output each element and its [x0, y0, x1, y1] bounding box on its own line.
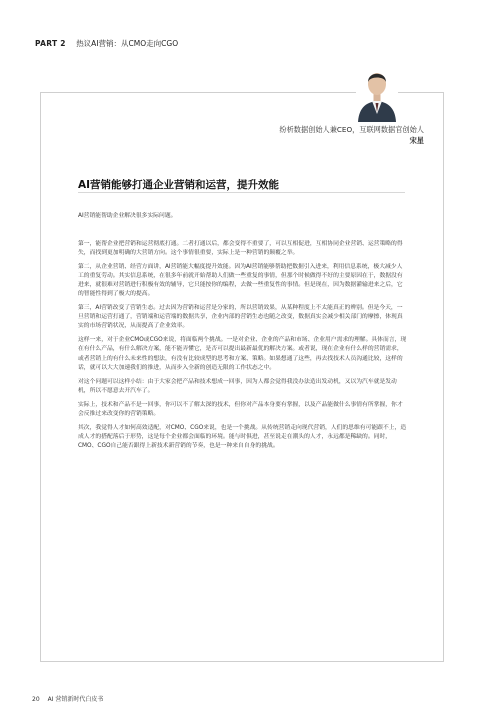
book-title: AI 营销新时代白皮书 — [47, 696, 104, 703]
author-role: 纷析数据创始人兼CEO，互联网数据官创始人 — [279, 125, 424, 134]
paragraph-3: 第三，AI营销改变了营销生态。过去因为营销和运营是分家的，所以营销效果，从某种程度上不太能真正的辨别。但是今天，一旦营销和运营打通了，营销端和运营端的数据共享，企业内部的营销生态也随之改变，数据真实会减少相关部门的摩擦，体现真实的市场营销状况，从而提高了企业效率。 — [78, 305, 403, 330]
author-name: 宋星 — [409, 135, 424, 145]
page-number: 20 — [32, 696, 40, 703]
paragraph-5: 对这个问题可以这样小结：由于大家会把产品和技术想成一回事，因为人都会觉得我没办法造出发动机，又以为汽车就是发动机，所以不愿意去开汽车了。 — [78, 378, 397, 394]
page-footer — [32, 694, 103, 703]
paragraph-6: 实际上，技术和产品不是一回事，你可以不了解太深的技术，但你对产品本身要有掌握，以及产品能做什么事情有所掌握，你才会反推过来改变你的营销策略。 — [78, 401, 403, 417]
title-divider — [78, 192, 405, 193]
running-header — [35, 38, 178, 49]
section-title: 热议AI营销：从CMO走向CGO — [76, 39, 179, 48]
article-body — [78, 240, 408, 456]
article-title: AI营销能够打通企业营销和运营，提升效能 — [78, 179, 280, 191]
paragraph-2: 第二，从企业营销、经营方面讲，AI营销能大幅度提升效能。因为AI营销能够帮助把数据引入进来，利用信息系统，极大减少人工的重复劳动。其实信息系统，在很多年前就开始帮助人们做一些重复的事情，但那个时候做得不好的主要原因在于，数据没有进来，就很难对营销进行积极有效的辅导，它只能按你的编程，去做一些重复性的事情。但是现在，因为数据灌输进来之后，它的智能性得到了极大的提高。 — [78, 264, 403, 298]
author-portrait-icon — [356, 62, 398, 122]
part-label: PART 2 — [35, 39, 66, 48]
paragraph-4: 这样一来，对于企业CMO或CGO来说，将面临两个挑战。一是对企业、企业的产品和市场、企业用户需求的理解。具体而言，现在有什么产品，有什么解决方案，能不能弄懂它，是否可以提出最新最优的解决方案。或者说，现在企业有什么样的营销需求，或者营销上的有什么未来性的想法，有没有比较成型的思考和方案、策略。如果想通了这些，再去找技术人员沟通比较，这样的话，就可以大大加速我们的推进，从而步入全新的创造无限的工作状态之中。 — [78, 337, 407, 371]
paragraph-1: 第一，能帮企业把营销和运营彻底打通。二者打通以后，都会变得不重要了，可以互相促进，互相协同企业营销、运营策略的得失，而找到更加明确的大营销方向。这个事情很重要，实际上是一种营销的颠覆之举。 — [78, 241, 403, 257]
author-attribution — [279, 125, 424, 147]
author-photo — [356, 62, 398, 122]
paragraph-7: 其次，我觉得人才如何高效适配，对CMO、CGO来说，也是一个挑战。从传统营销走向现代营销，人们的思维有可能跟不上，造成人才的搭配落后于形势，这是每个企业都会面临的环境。能与时俱进，甚至说走在潮头的人才，永远都是稀缺的。同时，CMO、CGO自己能否跟得上新技术新营销的节奏，也是一种来自自身的挑战。 — [78, 424, 407, 449]
intro-paragraph: AI营销能帮助企业解决很多实际问题。 — [78, 213, 177, 219]
